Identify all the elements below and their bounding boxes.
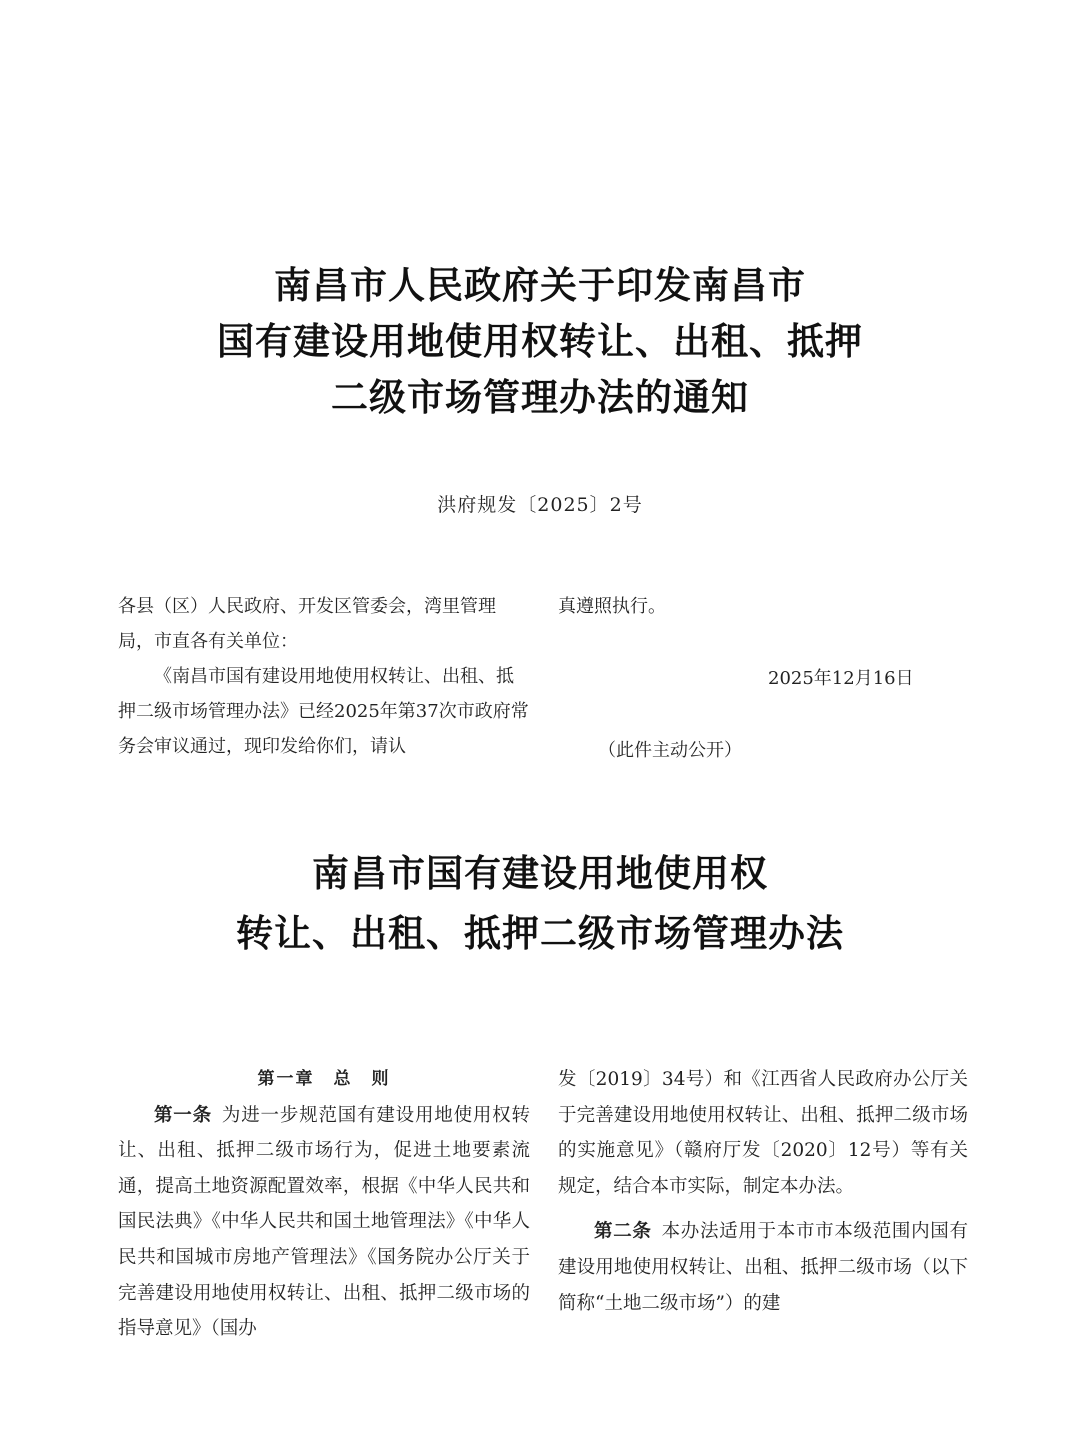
- article-label: 第一条: [154, 1104, 212, 1126]
- article-text: 为进一步规范国有建设用地使用权转让、出租、抵押二级市场行为，促进土地要素流通，提高土地资源配置效率，根据《中华人民共和国民法典》《中华人民共和国土地管理法》《中华人民共和国城市房地产管理法》《国务院办公厅关于完善建设用地使用权转让、出租、抵押二级市场的指导意见》（国办: [118, 1104, 530, 1340]
- measures-body-left: [118, 1062, 530, 1347]
- notice-body-continued: 真遵照执行。: [558, 596, 666, 617]
- notice-body-text: 《南昌市国有建设用地使用权转让、出租、抵押二级市场管理办法》已经2025年第37次市政府常务会审议通过，现印发给你们，请认: [118, 666, 529, 757]
- chapter-heading: 第一章 总 则: [257, 1069, 391, 1089]
- notice-title-line: 国有建设用地使用权转让、出租、抵押: [217, 320, 863, 363]
- notice-body-left: [118, 589, 530, 764]
- article-one: [118, 1098, 530, 1347]
- notice-addressee: 各县（区）人民政府、开发区管委会，湾里管理局，市直各有关单位：: [118, 596, 496, 652]
- notice-title: [0, 258, 1080, 426]
- notice-date: 2025年12月16日: [768, 668, 914, 689]
- notice-title-line: 二级市场管理办法的通知: [331, 376, 749, 419]
- measures-title: [0, 844, 1080, 964]
- article-label: 第二条: [594, 1221, 652, 1243]
- document-number: 洪府规发〔2025〕2号: [437, 494, 643, 516]
- article-two: [558, 1214, 968, 1321]
- measures-body-right: [558, 1062, 968, 1321]
- article-text: 本办法适用于本市市本级范围内国有建设用地使用权转让、出租、抵押二级市场（以下简称“土地二级市场”）的建: [558, 1221, 968, 1314]
- notice-title-line: 南昌市人民政府关于印发南昌市: [274, 264, 806, 307]
- notice-body-right: [558, 589, 958, 624]
- measures-title-line: 南昌市国有建设用地使用权: [312, 852, 768, 895]
- measures-title-line: 转让、出租、抵押二级市场管理办法: [236, 912, 844, 955]
- article-one-continued: 发〔2019〕34号）和《江西省人民政府办公厅关于完善建设用地使用权转让、出租、抵押二级市场的实施意见》（赣府厅发〔2020〕12号）等有关规定，结合本市实际，制定本办法。: [558, 1069, 968, 1197]
- public-note: （此件主动公开）: [598, 740, 742, 761]
